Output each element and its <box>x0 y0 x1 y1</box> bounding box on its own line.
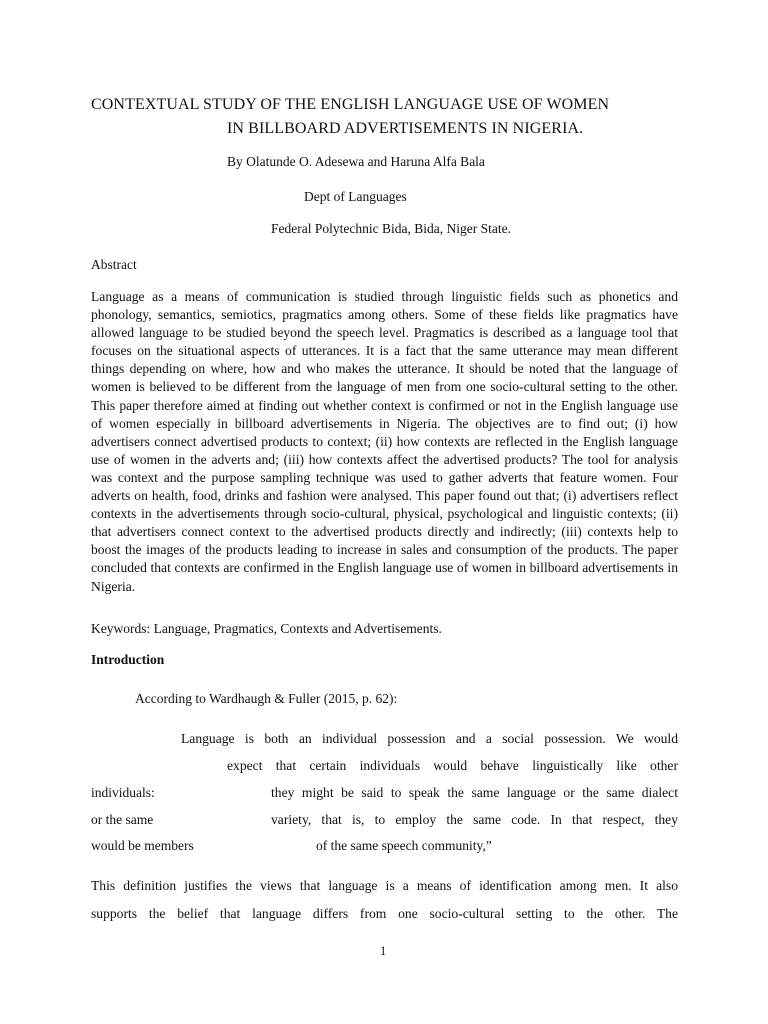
introduction-heading-text: Introduction <box>91 652 165 667</box>
quote-line-4-left: or the same <box>91 812 154 827</box>
department: Dept of Languages <box>304 189 407 204</box>
quote-line-3-right: they might be said to speak the same language or the same dialect <box>271 785 678 800</box>
abstract-heading: Abstract <box>91 257 137 272</box>
quote-line-3-left: individuals: <box>91 785 155 800</box>
abstract-text: Language as a means of communication is studied through linguistic fields such as phonetics and phonology, semantics, semiotics, pragmatics among others. Some of these fields like pragmatics have allowed language to be studied beyond the speech level. Pragmatics is described as a language tool that focuses on the situational aspects of utterances. It is a fact that the same utterance may mean different things depending on where, how and who makes the utterance. It should be noted that the language of women is believed to be different from the language of men from one socio-cultural setting to the other. This paper therefore aimed at finding out whether context is confirmed or not in the English language use of women especially in billboard advertisements in Nigeria. The objectives are to find out; (i) how advertisers connect advertised products to context; (ii) how contexts are reflected in the English language use of women in the adverts and; (iii) how contexts affect the advertised products? The tool for analysis was context and the purpose sampling technique was used to gather adverts that feature women. Four adverts on health, food, drinks and fashion were analysed. This paper found out that; (i) advertisers reflect contexts in the advertisements through socio-cultural, physical, psychological and linguistic contexts; (ii) that advertisers connect context to the advertised products directly and indirectly; (iii) contexts help to boost the images of the products leading to increase in sales and consumption of the products. The paper concluded that contexts are confirmed in the English language use of women in billboard advertisements in Nigeria. <box>91 289 678 594</box>
quote-line-5-left: would be members <box>91 838 194 853</box>
quote-line-5-right: of the same speech community,” <box>316 838 492 853</box>
keywords: Keywords: Language, Pragmatics, Contexts and Advertisements. <box>91 621 442 636</box>
paper-title-line-1: CONTEXTUAL STUDY OF THE ENGLISH LANGUAGE USE OF WOMEN <box>91 96 610 113</box>
paper-title-line-2: IN BILLBOARD ADVERTISEMENTS IN NIGERIA. <box>227 120 584 137</box>
introduction-heading <box>91 652 164 668</box>
authors: By Olatunde O. Adesewa and Haruna Alfa Bala <box>227 154 485 169</box>
citation-intro: According to Wardhaugh & Fuller (2015, p. 62): <box>135 691 398 706</box>
quote-line-1: Language is both an individual possession and a social possession. We would <box>181 731 678 746</box>
quote-line-4-right: variety, that is, to employ the same code. In that respect, they <box>271 812 678 827</box>
institution: Federal Polytechnic Bida, Bida, Niger State. <box>271 221 511 236</box>
body-line-1: This definition justifies the views that language is a means of identification among men. It also <box>91 878 678 893</box>
body-line-2: supports the belief that language differs from one socio-cultural setting to the other. The <box>91 906 678 921</box>
page-number: 1 <box>380 944 387 958</box>
quote-line-2: expect that certain individuals would behave linguistically like other <box>227 758 678 773</box>
